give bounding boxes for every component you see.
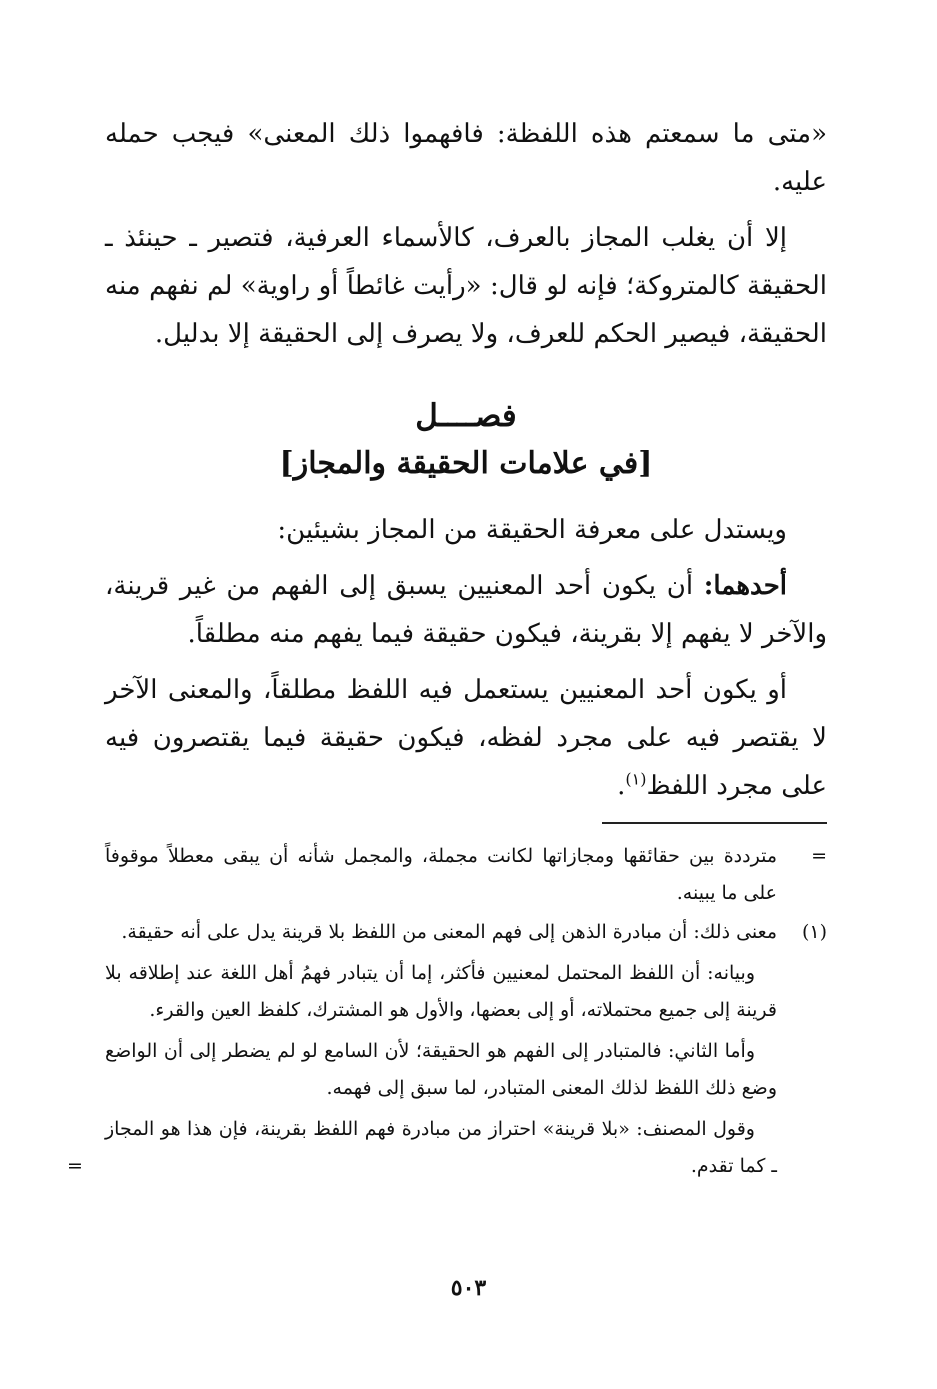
footnote-reference: (١)	[625, 769, 647, 789]
section-subtitle: [في علامات الحقيقة والمجاز]	[279, 446, 653, 481]
next-page-marker: =	[67, 1155, 83, 1177]
footnotes	[67, 838, 827, 1185]
footnote-continuation	[105, 838, 827, 912]
paragraph-custom-majaz: إلا أن يغلب المجاز بالعرف، كالأسماء العرفية، فتصير ـ حينئذ ـ الحقيقة كالمتروكة؛ فإنه لو قال: «رأيت غائطاً أو راوية» لم نفهم منه الحقيقة، فيصير الحكم للعرف، ولا يصرف إلى الحقيقة إلا بدليل.	[105, 223, 827, 349]
footnote-1-para-4-text: وقول المصنف: «بلا قرينة» احتراز من مبادرة فهم اللفظ بقرينة، فإن هذا هو المجاز ـ كما تقدم.	[105, 1118, 777, 1177]
section-heading	[105, 392, 827, 488]
paragraph-first-sign	[105, 562, 827, 658]
main-text	[105, 110, 827, 358]
footnote-1	[67, 914, 827, 1185]
section-title: فصــــل	[415, 398, 517, 434]
paragraph-second-sign	[105, 666, 827, 810]
page-body	[67, 110, 827, 1185]
section-text	[105, 506, 827, 810]
continuation-marker: =	[811, 845, 827, 867]
paragraph-quote-end: «متى ما سمعتم هذه اللفظة: فافهموا ذلك المعنى» فيجب حمله عليه.	[105, 119, 827, 197]
footnote-1-marker: (١)	[801, 921, 827, 943]
first-sign-text: أن يكون أحد المعنيين يسبق إلى الفهم من غير قرينة، والآخر لا يفهم إلا بقرينة، فيكون حقيقة فيما يفهم منه مطلقاً.	[105, 571, 827, 649]
footnote-divider	[602, 822, 827, 824]
paragraph-intro: ويستدل على معرفة الحقيقة من المجاز بشيئين:	[277, 515, 787, 545]
first-sign-label: أحدهما:	[703, 571, 787, 601]
second-sign-end: .	[617, 771, 626, 801]
page-number: ٥٠٣	[450, 1275, 487, 1301]
footnote-1-para-3: وأما الثاني: فالمتبادر إلى الفهم هو الحقيقة؛ لأن السامع لو لم يضطر إلى أن الواضع وضع ذلك اللفظ لذلك المعنى المتبادر، لما سبق إلى فهمه.	[105, 1040, 777, 1099]
continuation-text: مترددة بين حقائقها ومجازاتها لكانت مجملة، والمجمل شأنه أن يبقى معطلاً موقوفاً على ما يبينه.	[105, 845, 777, 904]
footnote-1-para-2: وبيانه: أن اللفظ المحتمل لمعنيين فأكثر، إما أن يتبادر فهمُ أهل اللغة عند إطلاقه بلا قرينة إلى جميع محتملاته، أو إلى بعضها، والأول هو المشترك، كلفظ العين والقرء.	[105, 962, 777, 1021]
footnote-1-para-4	[67, 1111, 777, 1185]
footnote-1-para-1: معنى ذلك: أن مبادرة الذهن إلى فهم المعنى من اللفظ بلا قرينة يدل على أنه حقيقة.	[121, 921, 777, 943]
second-sign-text: أو يكون أحد المعنيين يستعمل فيه اللفظ مطلقاً، والمعنى الآخر لا يقتصر فيه على مجرد لفظه، فيكون حقيقة فيما يقتصرون فيه على مجرد اللفظ	[105, 675, 827, 801]
